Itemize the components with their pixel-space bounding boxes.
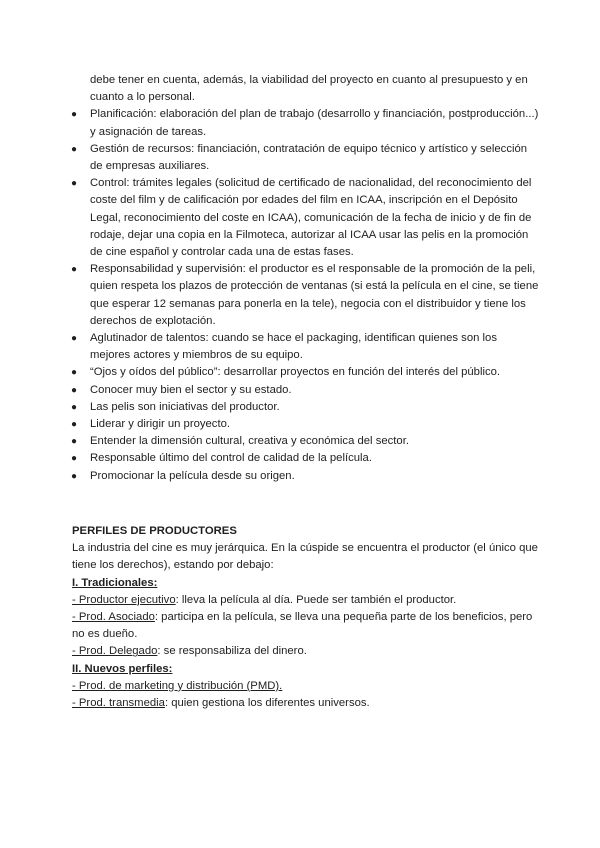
list-item [71, 330, 540, 364]
list-item [90, 72, 540, 106]
profile-desc: : lleva la película al día. Puede ser también el productor. [175, 593, 457, 606]
group-title-new: II. Nuevos perfiles: [72, 662, 173, 675]
list-item [71, 416, 540, 433]
list-item-text: Las pelis son iniciativas del productor. [90, 400, 280, 413]
list-item [71, 261, 540, 330]
list-item [71, 433, 540, 450]
bullet-icon: ● [71, 143, 78, 155]
bullet-icon: ● [71, 401, 78, 413]
list-item-text: Aglutinador de talentos: cuando se hace el packaging, identifican quienes son los mejores actores y miembros de su equipo. [90, 332, 497, 362]
list-item-text: Gestión de recursos: financiación, contratación de equipo técnico y artístico y selección de empresas auxiliares. [90, 142, 528, 173]
profile-item [72, 592, 540, 609]
section-intro: La industria del cine es muy jerárquica. En la cúspide se encuentra el productor (el único que tiene los derechos), estando por debajo: [72, 542, 538, 572]
bullet-icon: ● [71, 367, 78, 379]
continuation-text: debe tener en cuenta, además, la viabilidad del proyecto en cuanto al presupuesto y en cuanto a lo personal. [90, 74, 528, 104]
bullet-icon: ● [71, 384, 78, 396]
list-item-text: Responsable último del control de calidad de la película. [90, 452, 372, 465]
list-item-text: Control: trámites legales (solicitud de certificado de nacionalidad, del reconocimiento del coste del film y de calificación por edades del film en ICAA, inscripción en el Depósito Legal, reconocimiento del coste en ICAA), comunicación de la fecha de inicio y de fin de rodaje, dejar una copia en la Filmoteca, autorizar al ICAA usar las pelis en la promoción de cine español y controlar cada una de estas fases. [90, 177, 532, 259]
list-item [71, 468, 540, 485]
profile-term: - Productor ejecutivo [72, 593, 176, 606]
profile-term: - Prod. de marketing y distribución (PMD). [72, 679, 283, 692]
list-item [71, 399, 540, 416]
group-title-traditional: I. Tradicionales: [72, 576, 158, 589]
bullet-icon: ● [71, 419, 78, 431]
profile-term: - Prod. Delegado [72, 645, 158, 658]
list-item [71, 141, 540, 175]
list-item-text: Entender la dimensión cultural, creativa y económica del sector. [90, 435, 409, 448]
list-item-text: Responsabilidad y supervisión: el productor es el responsable de la promoción de la peli, quien respeta los plazos de protección de ventanas (si está la película en el cine, se tiene que esperar 12 semanas para ponerla en la tele), negocia con el distribuidor y tiene los derechos de explotación. [90, 263, 539, 327]
list-item [71, 382, 540, 399]
list-item-text: Liderar y dirigir un proyecto. [90, 418, 231, 431]
list-item-text: “Ojos y oídos del público”: desarrollar proyectos en función del interés del público. [90, 366, 501, 379]
bullet-icon: ● [71, 333, 78, 345]
profile-desc: : participa en la película, se lleva una pequeña parte de los beneficios, pero no es dueño. [72, 611, 533, 641]
profile-item [72, 643, 540, 660]
profile-item [72, 678, 540, 695]
section-title: PERFILES DE PRODUCTORES [72, 525, 237, 537]
list-item-text: Planificación: elaboración del plan de trabajo (desarrollo y financiación, postproducción...) y asignación de tareas. [90, 108, 539, 138]
list-item [71, 106, 540, 140]
profile-desc: : se responsabiliza del dinero. [157, 645, 307, 658]
producer-functions-list [71, 72, 540, 485]
profile-term: - Prod. Asociado [72, 611, 155, 624]
bullet-icon: ● [71, 264, 78, 276]
list-item-text: Promocionar la película desde su origen. [90, 469, 295, 482]
profile-item [72, 609, 540, 643]
list-item-text: Conocer muy bien el sector y su estado. [90, 383, 292, 396]
bullet-icon: ● [71, 436, 78, 448]
producer-profiles-section [72, 523, 540, 712]
bullet-icon: ● [71, 470, 78, 482]
bullet-icon: ● [71, 109, 78, 121]
profile-desc: : quien gestiona los diferentes universos. [164, 697, 370, 710]
profile-item [72, 695, 540, 712]
bullet-icon: ● [71, 453, 78, 465]
list-item [71, 175, 540, 261]
profile-term: - Prod. transmedia [72, 697, 165, 710]
list-item [71, 450, 540, 467]
list-item [71, 364, 540, 381]
bullet-icon: ● [71, 178, 78, 190]
